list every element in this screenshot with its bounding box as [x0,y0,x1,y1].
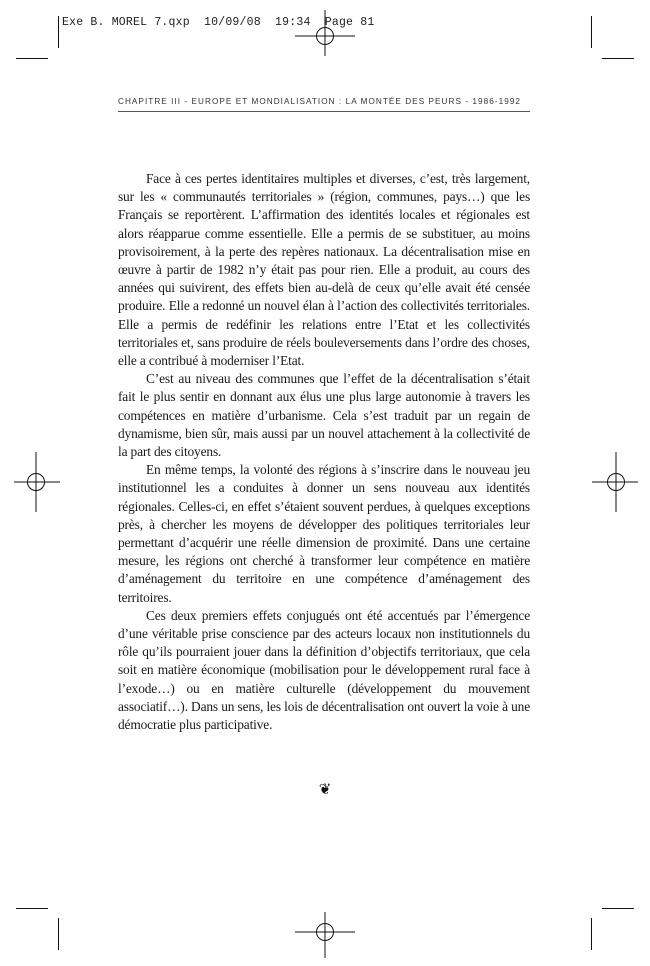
body-text [118,170,530,734]
crop-mark-top-right-vertical [591,16,592,48]
paragraph: En même temps, la volonté des régions à s’inscrire dans le nouveau jeu institutionnel les a conduites à donner un sens nouveau aux identités régionales. Celles-ci, en effet s’étaient souvent perdues, à quelques exceptions près, à chercher les moyens de développer des politiques territoriales leur permettant d’acquérir une réelle dimension de proximité. Dans une certaine mesure, les régions ont cherché à transformer leur compétence en matière d’aménagement du territoire en une compétence d’aménagement des territoires. [118,462,530,605]
running-head: CHAPITRE III - EUROPE ET MONDIALISATION : LA MONTÉE DES PEURS - 1986-1992 [118,97,522,106]
crop-mark-bottom-left-horizontal [16,908,48,909]
paragraph: Face à ces pertes identitaires multiples et diverses, c’est, très largement, sur les « communautés territoriales » (région, communes, pays…) que les Français se reportèrent. L’affirmation des identités locales et régionales est alors réapparue comme essentielle. Elle a permis de se substituer, au moins provisoirement, à la perte des repères nationaux. La décentralisation mise en œuvre à partir de 1982 n’y était pas pour rien. Elle a produit, au cours des années qui suivirent, des effets bien au-delà de ceux qu’elle avait été censée produire. Elle a redonné un nouvel élan à l’action des collectivités territoriales. Elle a permis de redéfinir les relations entre l’Etat et les collectivités territoriales et, sans produire de réels bouleversements dans l’ordre des choses, elle a contribué à moderniser l’Etat. [118,171,530,369]
registration-mark-left-icon [14,452,60,512]
crop-mark-bottom-right-vertical [591,918,592,950]
print-slug: Exe B. MOREL 7.qxp 10/09/08 19:34 Page 81 [62,16,375,29]
crop-mark-bottom-right-horizontal [602,908,634,909]
paragraph: C’est au niveau des communes que l’effet de la décentralisation s’était fait le plus sentir en donnant aux élus une plus large autonomie à travers les compétences en matière d’urbanisme. Cela s’est traduit par un regain de dynamisme, bien sûr, mais aussi par un nouvel attachement à la collectivité de la part des citoyens. [118,371,530,460]
paragraph: Ces deux premiers effets conjugués ont été accentués par l’émergence d’une véritable prise conscience par des acteurs locaux non institutionnels du rôle qu’ils pourraient jouer dans la définition d’objectifs territoriaux, que cela soit en matière économique (mobilisation pour le développement rural face à l’exode…) ou en matière culturelle (développement du mouvement associatif…). Dans un sens, les lois de décentralisation ont ouvert la voie à une démocratie plus participative. [118,607,530,733]
crop-mark-bottom-left-vertical [58,918,59,950]
fleuron-ornament-icon: ❦ [318,780,332,798]
crop-mark-top-left-horizontal [16,58,48,59]
crop-mark-top-right-horizontal [602,58,634,59]
crop-mark-top-left-vertical [58,16,59,48]
running-head-rule [118,111,530,112]
registration-mark-right-icon [592,452,638,512]
registration-mark-top-icon [295,10,355,56]
registration-mark-bottom-icon [295,912,355,958]
